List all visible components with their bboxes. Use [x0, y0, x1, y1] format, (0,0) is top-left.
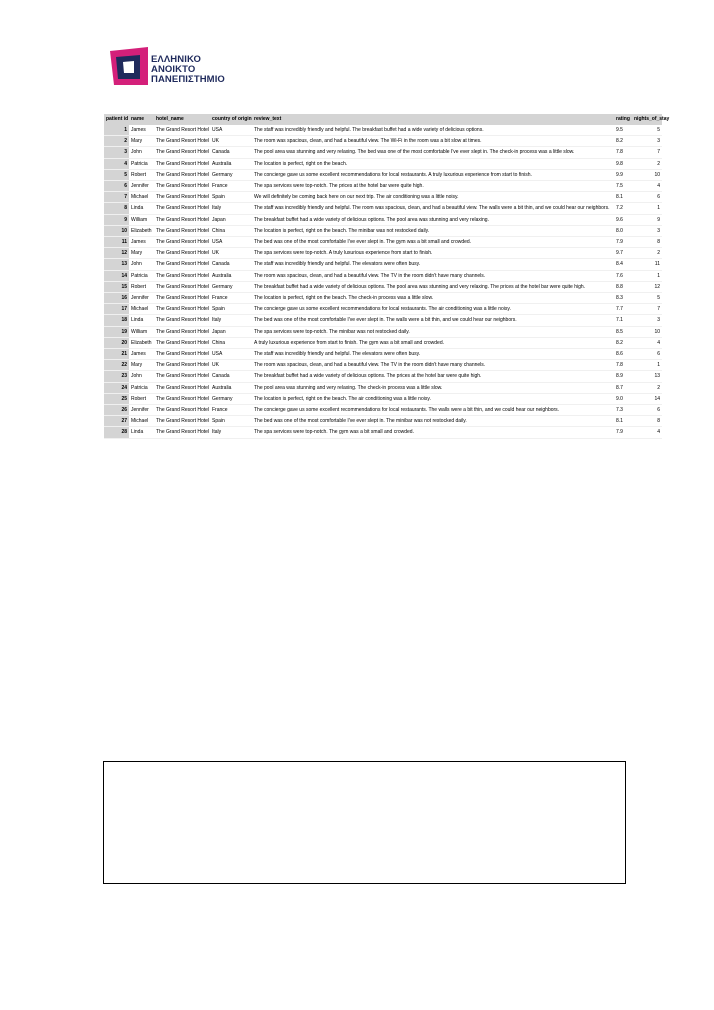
nights-cell: 12: [632, 281, 662, 292]
nights-cell: 3: [632, 225, 662, 236]
country-cell: USA: [210, 349, 252, 360]
nights-cell: 11: [632, 259, 662, 270]
hotel-name-cell: The Grand Resort Hotel: [154, 293, 210, 304]
hotel-name-cell: The Grand Resort Hotel: [154, 371, 210, 382]
name-cell: James: [129, 237, 154, 248]
review-text-cell: The staff was incredibly friendly and helpful. The elevators were often busy.: [252, 349, 614, 360]
country-cell: UK: [210, 360, 252, 371]
patient-id-cell: 6: [104, 181, 129, 192]
rating-cell: 9.5: [614, 125, 632, 136]
column-header: hotel_name: [154, 114, 210, 125]
country-cell: Italy: [210, 315, 252, 326]
hotel-name-cell: The Grand Resort Hotel: [154, 259, 210, 270]
table-row: [104, 337, 662, 348]
patient-id-cell: 4: [104, 158, 129, 169]
rating-cell: 8.7: [614, 382, 632, 393]
nights-cell: 6: [632, 349, 662, 360]
table-row: [104, 304, 662, 315]
table-row: [104, 326, 662, 337]
name-cell: Robert: [129, 169, 154, 180]
rating-cell: 7.9: [614, 427, 632, 438]
rating-cell: 7.9: [614, 237, 632, 248]
nights-cell: 1: [632, 360, 662, 371]
patient-id-cell: 25: [104, 393, 129, 404]
nights-cell: 6: [632, 192, 662, 203]
hotel-name-cell: The Grand Resort Hotel: [154, 169, 210, 180]
nights-cell: 7: [632, 304, 662, 315]
review-text-cell: The location is perfect, right on the beach. The minibar was not restocked daily.: [252, 225, 614, 236]
table-row: [104, 382, 662, 393]
nights-cell: 8: [632, 416, 662, 427]
country-cell: Italy: [210, 427, 252, 438]
rating-cell: 8.0: [614, 225, 632, 236]
hotel-name-cell: The Grand Resort Hotel: [154, 225, 210, 236]
name-cell: Linda: [129, 203, 154, 214]
name-cell: Jennifer: [129, 181, 154, 192]
reviews-table: [104, 114, 670, 439]
nights-cell: 10: [632, 169, 662, 180]
patient-id-cell: 5: [104, 169, 129, 180]
university-logo: [110, 47, 230, 89]
review-text-cell: The staff was incredibly friendly and helpful. The breakfast buffet had a wide variety of delicious options.: [252, 125, 614, 136]
table-row: [104, 136, 662, 147]
country-cell: UK: [210, 248, 252, 259]
nights-cell: 3: [632, 136, 662, 147]
name-cell: Elizabeth: [129, 225, 154, 236]
rating-cell: 7.8: [614, 360, 632, 371]
nights-cell: 2: [632, 382, 662, 393]
rating-cell: 9.0: [614, 393, 632, 404]
review-text-cell: The bed was one of the most comfortable I've ever slept in. The minibar was not restocked daily.: [252, 416, 614, 427]
table-row: [104, 248, 662, 259]
country-cell: Canada: [210, 371, 252, 382]
review-text-cell: The concierge gave us some excellent recommendations for local restaurants. The air conditioning was a little noisy.: [252, 304, 614, 315]
hotel-name-cell: The Grand Resort Hotel: [154, 349, 210, 360]
patient-id-cell: 23: [104, 371, 129, 382]
name-cell: John: [129, 259, 154, 270]
name-cell: Linda: [129, 427, 154, 438]
nights-cell: 10: [632, 326, 662, 337]
review-text-cell: The spa services were top-notch. The minibar was not restocked daily.: [252, 326, 614, 337]
table-row: [104, 405, 662, 416]
name-cell: Jennifer: [129, 405, 154, 416]
patient-id-cell: 17: [104, 304, 129, 315]
name-cell: John: [129, 147, 154, 158]
rating-cell: 9.9: [614, 169, 632, 180]
patient-id-cell: 22: [104, 360, 129, 371]
nights-cell: 8: [632, 237, 662, 248]
table-row: [104, 214, 662, 225]
table-row: [104, 169, 662, 180]
logo-line-1: ΕΛΛΗΝΙΚΟ: [151, 54, 201, 65]
name-cell: William: [129, 326, 154, 337]
patient-id-cell: 7: [104, 192, 129, 203]
country-cell: Spain: [210, 304, 252, 315]
country-cell: Germany: [210, 393, 252, 404]
country-cell: Spain: [210, 192, 252, 203]
column-header: nights_of_stay: [632, 114, 662, 125]
hotel-name-cell: The Grand Resort Hotel: [154, 326, 210, 337]
review-text-cell: The location is perfect, right on the beach. The air conditioning was a little noisy.: [252, 393, 614, 404]
column-header: patient id: [104, 114, 129, 125]
name-cell: Robert: [129, 393, 154, 404]
country-cell: France: [210, 293, 252, 304]
name-cell: James: [129, 349, 154, 360]
nights-cell: 4: [632, 427, 662, 438]
nights-cell: 4: [632, 337, 662, 348]
country-cell: Australia: [210, 158, 252, 169]
rating-cell: 7.1: [614, 315, 632, 326]
rating-cell: 7.5: [614, 181, 632, 192]
column-header: review_text: [252, 114, 614, 125]
rating-cell: 7.6: [614, 270, 632, 281]
name-cell: Jennifer: [129, 293, 154, 304]
table-row: [104, 427, 662, 438]
country-cell: Italy: [210, 203, 252, 214]
review-text-cell: The breakfast buffet had a wide variety of delicious options. The pool area was stunning and very relaxing.: [252, 214, 614, 225]
country-cell: USA: [210, 237, 252, 248]
column-header: name: [129, 114, 154, 125]
logo-line-3: ΠΑΝΕΠΙΣΤΗΜΙΟ: [151, 74, 225, 85]
hotel-name-cell: The Grand Resort Hotel: [154, 281, 210, 292]
review-text-cell: The spa services were top-notch. A truly luxurious experience from start to finish.: [252, 248, 614, 259]
patient-id-cell: 13: [104, 259, 129, 270]
rating-cell: 7.7: [614, 304, 632, 315]
table-row: [104, 158, 662, 169]
hotel-name-cell: The Grand Resort Hotel: [154, 181, 210, 192]
rating-cell: 7.2: [614, 203, 632, 214]
table-row: [104, 192, 662, 203]
table-row: [104, 293, 662, 304]
country-cell: Australia: [210, 382, 252, 393]
nights-cell: 5: [632, 125, 662, 136]
name-cell: Patricia: [129, 270, 154, 281]
name-cell: Linda: [129, 315, 154, 326]
patient-id-cell: 9: [104, 214, 129, 225]
logo-line-2: ΑΝΟΙΚΤΟ: [151, 64, 196, 75]
empty-answer-box: [103, 761, 626, 884]
patient-id-cell: 1: [104, 125, 129, 136]
patient-id-cell: 28: [104, 427, 129, 438]
name-cell: Mary: [129, 360, 154, 371]
hotel-name-cell: The Grand Resort Hotel: [154, 136, 210, 147]
country-cell: Japan: [210, 326, 252, 337]
review-text-cell: The pool area was stunning and very relaxing. The bed was one of the most comfortable I've ever slept in. The check-in process was a little slow.: [252, 147, 614, 158]
country-cell: UK: [210, 136, 252, 147]
patient-id-cell: 21: [104, 349, 129, 360]
name-cell: William: [129, 214, 154, 225]
hotel-name-cell: The Grand Resort Hotel: [154, 416, 210, 427]
review-text-cell: The pool area was stunning and very relaxing. The check-in process was a little slow.: [252, 382, 614, 393]
country-cell: Australia: [210, 270, 252, 281]
name-cell: James: [129, 125, 154, 136]
nights-cell: 1: [632, 203, 662, 214]
table-header-row: [104, 114, 662, 125]
hotel-name-cell: The Grand Resort Hotel: [154, 214, 210, 225]
nights-cell: 6: [632, 405, 662, 416]
country-cell: China: [210, 225, 252, 236]
review-text-cell: The breakfast buffet had a wide variety of delicious options. The pool area was stunning and very relaxing. The prices at the hotel bar were quite high.: [252, 281, 614, 292]
hotel-name-cell: The Grand Resort Hotel: [154, 203, 210, 214]
table-row: [104, 393, 662, 404]
review-text-cell: A truly luxurious experience from start to finish. The gym was a bit small and crowded.: [252, 337, 614, 348]
patient-id-cell: 12: [104, 248, 129, 259]
patient-id-cell: 14: [104, 270, 129, 281]
nights-cell: 13: [632, 371, 662, 382]
review-text-cell: The concierge gave us some excellent recommendations for local restaurants. The walls were a bit thin, and we could hear our neighbors.: [252, 405, 614, 416]
hotel-name-cell: The Grand Resort Hotel: [154, 248, 210, 259]
logo-mark-icon: [110, 47, 148, 85]
patient-id-cell: 27: [104, 416, 129, 427]
column-header: rating: [614, 114, 632, 125]
patient-id-cell: 15: [104, 281, 129, 292]
table-row: [104, 147, 662, 158]
rating-cell: 9.8: [614, 158, 632, 169]
review-text-cell: The location is perfect, right on the beach. The check-in process was a little slow.: [252, 293, 614, 304]
review-text-cell: The bed was one of the most comfortable I've ever slept in. The gym was a bit small and crowded.: [252, 237, 614, 248]
review-text-cell: We will definitely be coming back here on our next trip. The air conditioning was a little noisy.: [252, 192, 614, 203]
patient-id-cell: 2: [104, 136, 129, 147]
patient-id-cell: 19: [104, 326, 129, 337]
table-row: [104, 360, 662, 371]
review-text-cell: The room was spacious, clean, and had a beautiful view. The Wi-Fi in the room was a bit slow at times.: [252, 136, 614, 147]
rating-cell: 8.3: [614, 293, 632, 304]
rating-cell: 8.2: [614, 136, 632, 147]
patient-id-cell: 26: [104, 405, 129, 416]
review-text-cell: The spa services were top-notch. The gym was a bit small and crowded.: [252, 427, 614, 438]
hotel-name-cell: The Grand Resort Hotel: [154, 147, 210, 158]
country-cell: Germany: [210, 169, 252, 180]
table-row: [104, 315, 662, 326]
country-cell: Germany: [210, 281, 252, 292]
review-text-cell: The staff was incredibly friendly and helpful. The room was spacious, clean, and had a beautiful view. The walls were a bit thin, and we could hear our neighbors.: [252, 203, 614, 214]
name-cell: Michael: [129, 192, 154, 203]
rating-cell: 8.4: [614, 259, 632, 270]
rating-cell: 8.1: [614, 416, 632, 427]
nights-cell: 4: [632, 181, 662, 192]
patient-id-cell: 20: [104, 337, 129, 348]
nights-cell: 14: [632, 393, 662, 404]
rating-cell: 7.8: [614, 147, 632, 158]
hotel-name-cell: The Grand Resort Hotel: [154, 125, 210, 136]
country-cell: Canada: [210, 147, 252, 158]
name-cell: Mary: [129, 136, 154, 147]
name-cell: John: [129, 371, 154, 382]
name-cell: Michael: [129, 416, 154, 427]
rating-cell: 8.9: [614, 371, 632, 382]
country-cell: USA: [210, 125, 252, 136]
hotel-name-cell: The Grand Resort Hotel: [154, 270, 210, 281]
table-body: [104, 125, 662, 438]
table-row: [104, 281, 662, 292]
name-cell: Mary: [129, 248, 154, 259]
table-row: [104, 259, 662, 270]
country-cell: Canada: [210, 259, 252, 270]
review-text-cell: The room was spacious, clean, and had a beautiful view. The TV in the room didn't have many channels.: [252, 360, 614, 371]
table-row: [104, 125, 662, 136]
patient-id-cell: 11: [104, 237, 129, 248]
table-row: [104, 237, 662, 248]
review-text-cell: The breakfast buffet had a wide variety of delicious options. The prices at the hotel bar were quite high.: [252, 371, 614, 382]
country-cell: Spain: [210, 416, 252, 427]
rating-cell: 8.1: [614, 192, 632, 203]
hotel-name-cell: The Grand Resort Hotel: [154, 192, 210, 203]
patient-id-cell: 10: [104, 225, 129, 236]
review-text-cell: The spa services were top-notch. The prices at the hotel bar were quite high.: [252, 181, 614, 192]
hotel-name-cell: The Grand Resort Hotel: [154, 427, 210, 438]
country-cell: France: [210, 181, 252, 192]
review-text-cell: The room was spacious, clean, and had a beautiful view. The TV in the room didn't have many channels.: [252, 270, 614, 281]
hotel-name-cell: The Grand Resort Hotel: [154, 405, 210, 416]
rating-cell: 8.6: [614, 349, 632, 360]
name-cell: Patricia: [129, 158, 154, 169]
rating-cell: 8.5: [614, 326, 632, 337]
hotel-name-cell: The Grand Resort Hotel: [154, 393, 210, 404]
review-text-cell: The location is perfect, right on the beach.: [252, 158, 614, 169]
nights-cell: 3: [632, 315, 662, 326]
table-row: [104, 203, 662, 214]
rating-cell: 9.7: [614, 248, 632, 259]
nights-cell: 9: [632, 214, 662, 225]
name-cell: Elizabeth: [129, 337, 154, 348]
nights-cell: 2: [632, 158, 662, 169]
nights-cell: 5: [632, 293, 662, 304]
table-row: [104, 270, 662, 281]
patient-id-cell: 8: [104, 203, 129, 214]
rating-cell: 8.8: [614, 281, 632, 292]
nights-cell: 1: [632, 270, 662, 281]
country-cell: China: [210, 337, 252, 348]
review-text-cell: The bed was one of the most comfortable I've ever slept in. The walls were a bit thin, and we could hear our neighbors.: [252, 315, 614, 326]
column-header: country of origin: [210, 114, 252, 125]
review-text-cell: The staff was incredibly friendly and helpful. The elevators were often busy.: [252, 259, 614, 270]
nights-cell: 7: [632, 147, 662, 158]
hotel-name-cell: The Grand Resort Hotel: [154, 337, 210, 348]
hotel-name-cell: The Grand Resort Hotel: [154, 304, 210, 315]
hotel-name-cell: The Grand Resort Hotel: [154, 315, 210, 326]
hotel-name-cell: The Grand Resort Hotel: [154, 158, 210, 169]
table-row: [104, 416, 662, 427]
logo-text: [151, 55, 225, 85]
rating-cell: 8.2: [614, 337, 632, 348]
hotel-name-cell: The Grand Resort Hotel: [154, 360, 210, 371]
table-row: [104, 225, 662, 236]
review-text-cell: The concierge gave us some excellent recommendations for local restaurants. A truly luxurious experience from start to finish.: [252, 169, 614, 180]
table-row: [104, 349, 662, 360]
table-row: [104, 371, 662, 382]
rating-cell: 7.3: [614, 405, 632, 416]
name-cell: Robert: [129, 281, 154, 292]
hotel-name-cell: The Grand Resort Hotel: [154, 237, 210, 248]
patient-id-cell: 3: [104, 147, 129, 158]
table-row: [104, 181, 662, 192]
patient-id-cell: 18: [104, 315, 129, 326]
nights-cell: 2: [632, 248, 662, 259]
patient-id-cell: 24: [104, 382, 129, 393]
name-cell: Patricia: [129, 382, 154, 393]
country-cell: France: [210, 405, 252, 416]
name-cell: Michael: [129, 304, 154, 315]
country-cell: Japan: [210, 214, 252, 225]
rating-cell: 9.6: [614, 214, 632, 225]
patient-id-cell: 16: [104, 293, 129, 304]
hotel-name-cell: The Grand Resort Hotel: [154, 382, 210, 393]
